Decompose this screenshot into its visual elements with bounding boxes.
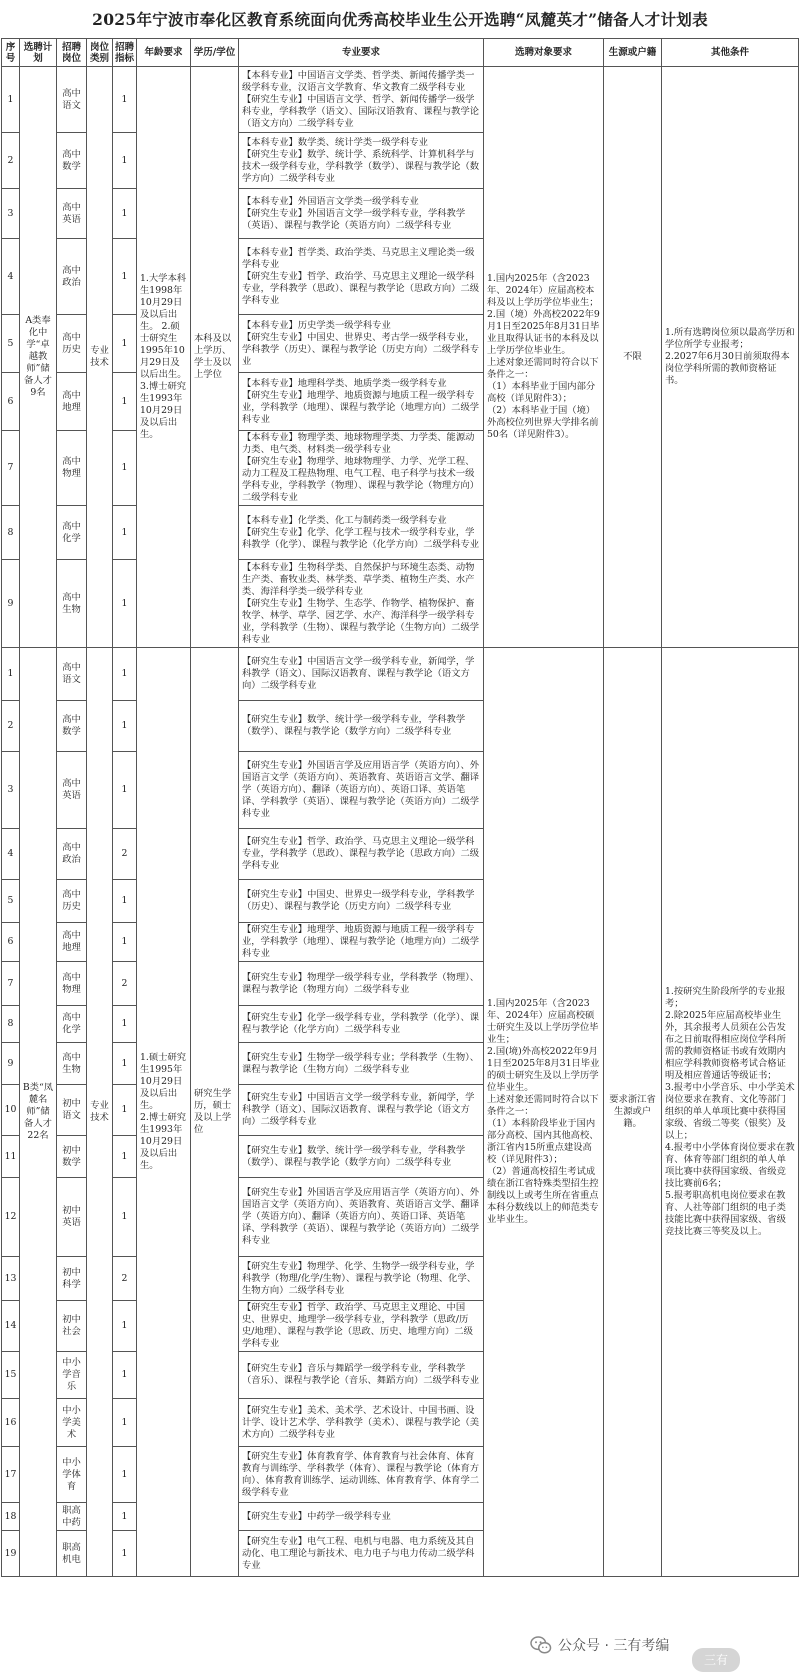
major-line: 【研究生专业】地理学、地质资源与地质工程一级学科专业，学科教学（地理）、课程与教学论（地理方向）二级学科专业 xyxy=(242,924,480,959)
quota-cell: 2 xyxy=(113,829,137,880)
major-line: 【本科专业】哲学类、政治学类、马克思主义理论类一级学科专业 xyxy=(242,246,475,270)
age-requirement-cell: 1.硕士研究生1995年10月29日及以后出生。 2.博士研究生1993年10月29日及以后出生。 xyxy=(137,648,191,1577)
quota-cell: 1 xyxy=(113,923,137,962)
row-seq: 8 xyxy=(2,506,20,560)
quota-cell: 1 xyxy=(113,1043,137,1085)
wechat-icon xyxy=(530,1635,552,1655)
major-requirement-cell xyxy=(239,431,484,506)
major-line: 【研究生专业】电气工程、电机与电器、电力系统及其自动化、电工理论与新技术、电力电子与电力传动二级学科专业 xyxy=(242,1535,475,1571)
quota-cell: 1 xyxy=(113,1085,137,1136)
quota-cell: 1 xyxy=(113,506,137,560)
row-seq: 3 xyxy=(2,189,20,239)
position-cell: 中小学美术 xyxy=(57,1399,87,1447)
row-seq: 17 xyxy=(2,1447,20,1503)
major-requirement-cell xyxy=(239,1531,484,1577)
position-cell: 高中物理 xyxy=(57,962,87,1006)
header-row xyxy=(2,39,799,67)
major-requirement-cell xyxy=(239,752,484,829)
quota-cell: 1 xyxy=(113,431,137,506)
row-seq: 7 xyxy=(2,962,20,1006)
major-line: 【研究生专业】哲学、政治学、马克思主义理论、中国史、世界史、地理学一级学科专业，学科教学（思政/历史/地理）、课程与教学论（思政、历史、地理方向）二级学科专业 xyxy=(242,1302,473,1349)
major-requirement-cell xyxy=(239,373,484,431)
header-origin: 生源或户籍 xyxy=(604,39,662,67)
major-line: 【研究生专业】物理学、化学、生物学一级学科专业，学科教学（物理/化学/生物）、课程与教学论（物理、化学、生物方向）二级学科专业 xyxy=(242,1260,477,1296)
position-cell: 初中数学 xyxy=(57,1136,87,1178)
position-cell: 高中数学 xyxy=(57,701,87,752)
quota-cell: 1 xyxy=(113,239,137,315)
major-requirement-cell xyxy=(239,701,484,752)
quota-cell: 1 xyxy=(113,1178,137,1257)
position-cell: 高中语文 xyxy=(57,67,87,133)
row-seq: 6 xyxy=(2,923,20,962)
section-a-body xyxy=(2,67,799,648)
major-line: 【本科专业】物理学类、地球物理学类、力学类、能源动力类、电气类、材料类一级学科专业 xyxy=(242,432,475,455)
major-line: 【本科专业】化学类、化工与制药类一级学科专业 xyxy=(242,514,447,526)
quota-cell: 1 xyxy=(113,1399,137,1447)
quota-cell: 1 xyxy=(113,189,137,239)
major-requirement-cell xyxy=(239,506,484,560)
header-quota: 招聘指标 xyxy=(113,39,137,67)
section-b-body xyxy=(2,648,799,1577)
position-cell: 中小学体育 xyxy=(57,1447,87,1503)
position-cell: 高中地理 xyxy=(57,923,87,962)
position-cell: 职高机电 xyxy=(57,1531,87,1577)
header-major: 专业要求 xyxy=(239,39,484,67)
position-cell: 高中英语 xyxy=(57,189,87,239)
major-line: 【研究生专业】体育教育学、体育教育与社会体育、体育教育与训练学、学科教学（体育）、课程与教学论（体育方向）、体育教育训练学、运动训练、体育教育学、体育学二级学科专业 xyxy=(242,1450,480,1498)
major-requirement-cell xyxy=(239,560,484,648)
position-cell: 初中社会 xyxy=(57,1301,87,1352)
target-requirement-cell: 1.国内2025年（含2023年、2024年）应届高校硕士研究生及以上学历学位毕业生； 2.国(境)外高校2022年9月1日至2025年8月31日毕业的硕士研究生及以上学历学位毕业生。 上述对象还需同时符合以下条件之一： （1）本科阶段毕业于国内部分高校、国内其他高校、浙江省内15所重点建设高校（详见附件3）； （2）普通高校招生考试成绩在浙江省特殊类型招生控制线以上或考生所在省重点本科分数线以上的师范类专业毕业生。 xyxy=(484,648,604,1577)
major-line: 【本科专业】中国语言文学类、哲学类、新闻传播学类一级学科专业，汉语言文学教育、华文教育二级学科专业 xyxy=(242,69,475,93)
quota-cell: 1 xyxy=(113,315,137,373)
header-target: 选聘对象要求 xyxy=(484,39,604,67)
major-requirement-cell xyxy=(239,1178,484,1257)
row-seq: 14 xyxy=(2,1301,20,1352)
plan-cell: B类“凤麓名师”储备人才22名 xyxy=(20,648,57,1577)
position-cell: 高中历史 xyxy=(57,315,87,373)
major-requirement-cell xyxy=(239,1447,484,1503)
major-requirement-cell xyxy=(239,962,484,1006)
major-requirement-cell xyxy=(239,880,484,923)
row-seq: 3 xyxy=(2,752,20,829)
major-requirement-cell xyxy=(239,1257,484,1301)
position-cell: 高中英语 xyxy=(57,752,87,829)
quota-cell: 1 xyxy=(113,1503,137,1531)
quota-cell: 1 xyxy=(113,701,137,752)
other-conditions-cell: 1.所有选聘岗位须以最高学历和学位所学专业报考； 2.2027年6月30日前须取得本岗位学科所需的教师资格证书。 xyxy=(662,67,799,648)
table-row xyxy=(2,67,799,133)
major-line: 【研究生专业】美术、美术学、艺术设计、中国书画、设计学、设计艺术学、学科教学（美术）、课程与教学论（美术方向）二级学科专业 xyxy=(242,1404,480,1440)
category-cell: 专业技术 xyxy=(87,67,113,648)
major-line: 【研究生专业】数学、统计学一级学科专业，学科教学（数学）、课程与教学论（数学方向）二级学科专业 xyxy=(242,714,466,737)
major-line: 【本科专业】数学类、统计学类一级学科专业 xyxy=(242,136,428,148)
header-degree: 学历/学位 xyxy=(191,39,239,67)
major-requirement-cell xyxy=(239,239,484,315)
major-requirement-cell xyxy=(239,1503,484,1531)
row-seq: 8 xyxy=(2,1006,20,1043)
major-line: 【研究生专业】哲学、政治学、马克思主义理论一级学科专业，学科教学（思政）、课程与教学论（思政方向）二级学科专业 xyxy=(242,836,480,871)
major-line: 【研究生专业】中药学一级学科专业 xyxy=(242,1510,391,1522)
quota-cell: 2 xyxy=(113,1257,137,1301)
row-seq: 11 xyxy=(2,1136,20,1178)
row-seq: 2 xyxy=(2,701,20,752)
position-cell: 高中地理 xyxy=(57,373,87,431)
quota-cell: 1 xyxy=(113,1301,137,1352)
major-requirement-cell xyxy=(239,829,484,880)
watermark-text: 公众号 · 三有考编 xyxy=(558,1638,670,1654)
quota-cell: 1 xyxy=(113,560,137,648)
quota-cell: 1 xyxy=(113,133,137,189)
major-requirement-cell xyxy=(239,1352,484,1399)
position-cell: 初中英语 xyxy=(57,1178,87,1257)
quota-cell: 1 xyxy=(113,1136,137,1178)
row-seq: 15 xyxy=(2,1352,20,1399)
quota-cell: 1 xyxy=(113,1352,137,1399)
major-line: 【研究生专业】地理学、地质资源与地质工程一级学科专业，学科教学（地理）、课程与教学论（地理方向）二级学科专业 xyxy=(242,389,480,425)
row-seq: 5 xyxy=(2,315,20,373)
position-cell: 中小学音乐 xyxy=(57,1352,87,1399)
row-seq: 1 xyxy=(2,648,20,701)
major-requirement-cell xyxy=(239,648,484,701)
row-seq: 18 xyxy=(2,1503,20,1531)
major-line: 【研究生专业】哲学、政治学、马克思主义理论一级学科专业，学科教学（思政）、课程与教学论（思政方向）二级学科专业 xyxy=(242,270,480,306)
quota-cell: 1 xyxy=(113,1447,137,1503)
major-line: 【研究生专业】音乐与舞蹈学一级学科专业，学科教学（音乐）、课程与教学论（音乐、舞蹈方向）二级学科专业 xyxy=(242,1363,480,1386)
table-row xyxy=(2,648,799,701)
page-title: 2025年宁波市奉化区教育系统面向优秀高校毕业生公开选聘“凤麓英才”储备人才计划表 xyxy=(92,10,708,29)
quota-cell: 1 xyxy=(113,752,137,829)
row-seq: 10 xyxy=(2,1085,20,1136)
row-seq: 2 xyxy=(2,133,20,189)
origin-cell: 要求浙江省生源或户籍。 xyxy=(604,648,662,1577)
quota-cell: 1 xyxy=(113,67,137,133)
quota-cell: 1 xyxy=(113,1531,137,1577)
major-line: 【研究生专业】中国语言文学、哲学、新闻传播学一级学科专业，学科教学（语文）、国际汉语教育、课程与教学论（语文方向）二级学科专业 xyxy=(242,93,480,129)
major-requirement-cell xyxy=(239,1006,484,1043)
major-requirement-cell xyxy=(239,315,484,373)
header-other: 其他条件 xyxy=(662,39,799,67)
major-requirement-cell xyxy=(239,1043,484,1085)
header-plan: 选聘计划 xyxy=(20,39,57,67)
row-seq: 13 xyxy=(2,1257,20,1301)
major-line: 【研究生专业】化学一级学科专业，学科教学（化学）、课程与教学论（化学方向）二级学科专业 xyxy=(242,1012,480,1035)
major-requirement-cell xyxy=(239,1301,484,1352)
major-line: 【本科专业】地理科学类、地质学类一级学科专业 xyxy=(242,377,447,389)
degree-cell: 研究生学历，硕士及以上学位 xyxy=(191,648,239,1577)
recruitment-plan-table xyxy=(1,38,799,1577)
position-cell: 初中科学 xyxy=(57,1257,87,1301)
major-line: 【研究生专业】中国史、世界史、考古学一级学科专业，学科教学（历史）、课程与教学论（历史方向）二级学科专业 xyxy=(242,331,480,367)
watermark-badge: 三有 xyxy=(692,1648,740,1672)
header-seq: 序号 xyxy=(2,39,20,67)
major-line: 【研究生专业】数学、统计学、系统科学、计算机科学与技术一级学科专业，学科教学（数学）、课程与教学论（数学方向）二级学科专业 xyxy=(242,148,480,184)
major-requirement-cell xyxy=(239,1399,484,1447)
quota-cell: 1 xyxy=(113,880,137,923)
position-cell: 高中生物 xyxy=(57,1043,87,1085)
quota-cell: 1 xyxy=(113,373,137,431)
position-cell: 高中语文 xyxy=(57,648,87,701)
other-conditions-cell: 1.按研究生阶段所学的专业报考； 2.除2025年应届高校毕业生外，其余报考人员须在公告发布之日前取得相应岗位学科所需的教师资格证书或有效期内相应学科教师资格考试合格证明及相应普通话等级证书； 3.报考中小学音乐、中小学美术岗位要求在教育、文化等部门组织的单人单项比赛中获得国家级、省级二等奖（银奖）及以上； 4.报考中小学体育岗位要求在教育、体育等部门组织的单人单项比赛中获得国家级、省级竞技比赛前6名； 5.报考职高机电岗位要求在教育、人社等部门组织的电子类技能比赛中获得国家级、省级竞技比赛三等奖及以上。 xyxy=(662,648,799,1577)
category-cell: 专业技术 xyxy=(87,648,113,1577)
major-line: 【研究生专业】物理学、地球物理学、力学、光学工程、动力工程及工程热物理、电气工程、电子科学与技术一级学科专业，学科教学（物理）、课程与教学论（物理方向）二级学科专业 xyxy=(242,456,480,503)
row-seq: 7 xyxy=(2,431,20,506)
row-seq: 5 xyxy=(2,880,20,923)
target-requirement-cell: 1.国内2025年（含2023年、2024年）应届高校本科及以上学历学位毕业生； 2.国（境）外高校2022年9月1日至2025年8月31日毕业且取得认证书的本科及以上学历学位毕业生。 上述对象还需同时符合以下条件之一： （1）本科毕业于国内部分高校（详见附件3）； （2）本科毕业于国（境）外高校位列世界大学排名前50名（详见附件3）。 xyxy=(484,67,604,648)
position-cell: 高中政治 xyxy=(57,239,87,315)
position-cell: 职高中药 xyxy=(57,1503,87,1531)
position-cell: 高中生物 xyxy=(57,560,87,648)
major-line: 【研究生专业】外国语言学及应用语言学（英语方向）、外国语言文学（英语方向）、英语教育、英语语言文学、翻译学（英语方向）、翻译（英语方向）、英语口译、英语笔译、学科教学（英语）、课程与教学论（英语方向）二级学科专业 xyxy=(242,1187,480,1246)
major-line: 【研究生专业】外国语言文学一级学科专业，学科教学（英语）、课程与教学论（英语方向）二级学科专业 xyxy=(242,207,466,231)
position-cell: 高中化学 xyxy=(57,506,87,560)
major-line: 【本科专业】历史学类一级学科专业 xyxy=(242,319,391,331)
position-cell: 高中物理 xyxy=(57,431,87,506)
major-line: 【研究生专业】生物学、生态学、作物学、植物保护、畜牧学、林学、草学、园艺学、水产、海洋科学一级学科专业，学科教学（生物）、课程与教学论（生物方向）二级学科专业 xyxy=(242,597,480,645)
position-cell: 高中化学 xyxy=(57,1006,87,1043)
major-requirement-cell xyxy=(239,133,484,189)
row-seq: 4 xyxy=(2,239,20,315)
position-cell: 初中语文 xyxy=(57,1085,87,1136)
row-seq: 6 xyxy=(2,373,20,431)
major-line: 【研究生专业】数学、统计学一级学科专业，学科教学（数学）、课程与教学论（数学方向）二级学科专业 xyxy=(242,1144,466,1168)
plan-cell: A类奉化中学“卓越教师”储备人才9名 xyxy=(20,67,57,648)
row-seq: 16 xyxy=(2,1399,20,1447)
quota-cell: 2 xyxy=(113,962,137,1006)
position-cell: 高中历史 xyxy=(57,880,87,923)
major-line: 【本科专业】生物科学类、自然保护与环境生态类、动物生产类、畜牧业类、林学类、草学类、植物生产类、水产类、海洋科学类一级学科专业 xyxy=(242,561,475,597)
row-seq: 9 xyxy=(2,560,20,648)
row-seq: 12 xyxy=(2,1178,20,1257)
major-line: 【研究生专业】物理学一级学科专业，学科教学（物理）、课程与教学论（物理方向）二级学科专业 xyxy=(242,971,480,995)
row-seq: 9 xyxy=(2,1043,20,1085)
row-seq: 1 xyxy=(2,67,20,133)
major-requirement-cell xyxy=(239,1136,484,1178)
major-line: 【研究生专业】化学、化学工程与技术一级学科专业，学科教学（化学）、课程与教学论（化学方向）二级学科专业 xyxy=(242,526,480,550)
major-requirement-cell xyxy=(239,189,484,239)
major-requirement-cell xyxy=(239,67,484,133)
major-line: 【研究生专业】生物学一级学科专业；学科教学（生物）、课程与教学论（生物方向）二级学科专业 xyxy=(242,1051,480,1075)
quota-cell: 1 xyxy=(113,1006,137,1043)
row-seq: 4 xyxy=(2,829,20,880)
watermark xyxy=(530,1632,669,1658)
position-cell: 高中政治 xyxy=(57,829,87,880)
origin-cell: 不限 xyxy=(604,67,662,648)
major-line: 【研究生专业】中国语言文学一级学科专业，新闻学，学科教学（语文）、国际汉语教育、课程与教学论（语文方向）二级学科专业 xyxy=(242,1092,475,1127)
row-seq: 19 xyxy=(2,1531,20,1577)
degree-cell: 本科及以上学历、学士及以上学位 xyxy=(191,67,239,648)
major-requirement-cell xyxy=(239,923,484,962)
major-line: 【研究生专业】外国语言学及应用语言学（英语方向）、外国语言文学（英语方向）、英语教育、英语语言文学、翻译学（英语方向）、翻译（英语方向）、英语口译、英语笔译、学科教学（英语）、课程与教学论（英语方向）二级学科专业 xyxy=(242,760,480,819)
position-cell: 高中数学 xyxy=(57,133,87,189)
header-age: 年龄要求 xyxy=(137,39,191,67)
quota-cell: 1 xyxy=(113,648,137,701)
major-line: 【研究生专业】中国史、世界史一级学科专业，学科教学（历史）、课程与教学论（历史方向）二级学科专业 xyxy=(242,889,475,912)
age-requirement-cell: 1.大学本科生1998年10月29日及以后出生。 2.硕士研究生1995年10月29日及以后出生。 3.博士研究生1993年10月29日及以后出生。 xyxy=(137,67,191,648)
header-position: 招聘岗位 xyxy=(57,39,87,67)
major-line: 【本科专业】外国语言文学类一级学科专业 xyxy=(242,195,419,207)
major-requirement-cell xyxy=(239,1085,484,1136)
major-line: 【研究生专业】中国语言文学一级学科专业，新闻学，学科教学（语文）、国际汉语教育、课程与教学论（语文方向）二级学科专业 xyxy=(242,656,475,691)
header-category: 岗位类别 xyxy=(87,39,113,67)
